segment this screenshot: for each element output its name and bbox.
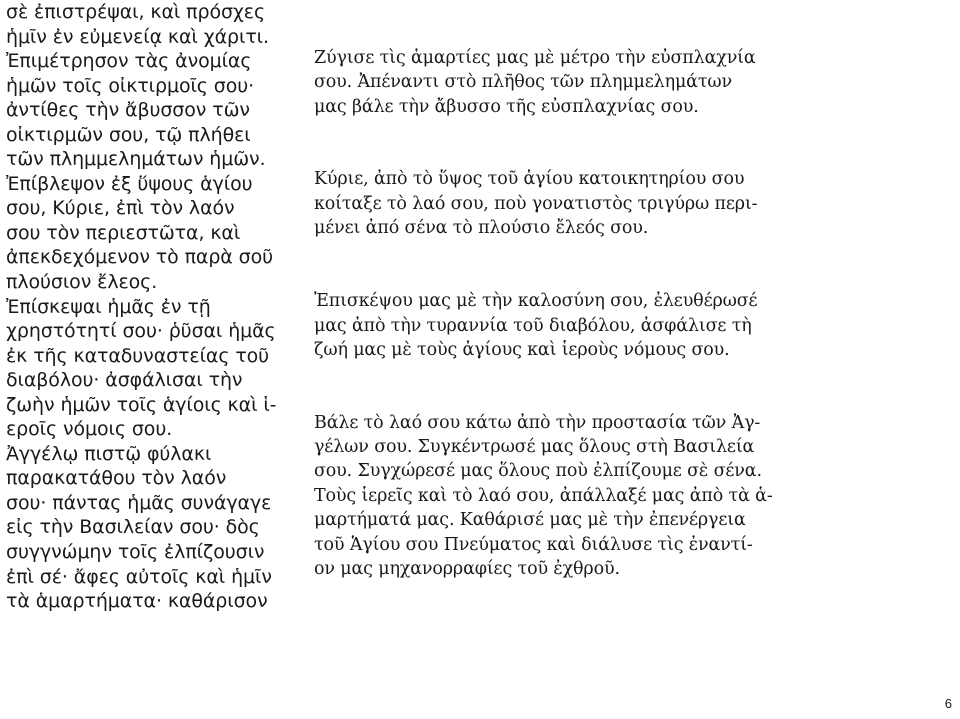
text-line: οἰκτιρμῶν σου, τῷ πλήθει (6, 123, 251, 146)
text-line: ἡμῖν ἐν εὐμενείᾳ καὶ χάριτι. (6, 25, 269, 48)
text-line: ἡμῶν τοῖς οἰκτιρμοῖς σου· (6, 74, 255, 97)
text-line: ἐπὶ σέ· ἄφες αὐτοῖς καὶ ἡμῖν (6, 565, 272, 588)
text-line: Τοὺς ἱερεῖς καὶ τὸ λαό σου, ἀπάλλαξέ μας ἀπὸ τὰ ἁ- (314, 485, 773, 506)
text-line: σου τὸν περιεστῶτα, καὶ (6, 221, 241, 244)
text-line: παρακατάθου τὸν λαόν (6, 467, 227, 490)
text-line: σου. Ἀπέναντι στὸ πλῆθος τῶν πλημμελημάτων (314, 72, 732, 93)
text-line: σου· πάντας ἡμᾶς συνάγαγε (6, 491, 272, 514)
text-line: μένει ἀπό σένα τὸ πλούσιο ἔλεός σου. (314, 218, 649, 239)
text-line: κοίταξε τὸ λαό σου, ποὺ γονατιστὸς τριγύρω περι- (314, 193, 758, 214)
text-line: μαρτήματά μας. Καθάρισέ μας μὲ τὴν ἐπενέργεια (314, 510, 746, 531)
text-line: τὰ ἁμαρτήματα· καθάρισον (6, 590, 268, 613)
text-line: σου. Συγχώρεσέ μας ὅλους ποὺ ἐλπίζουμε σὲ σένα. (314, 461, 762, 482)
text-line: τῶν πλημμελημάτων ἡμῶν. (6, 148, 266, 171)
translation-paragraph (314, 167, 954, 240)
modern-greek-translation-column (314, 46, 954, 582)
text-line: τοῦ Ἁγίου σου Πνεύματος καὶ διάλυσε τὶς ἐναντί- (314, 534, 753, 555)
text-line: χρηστότητί σου· ῥῦσαι ἡμᾶς (6, 320, 276, 343)
translation-paragraph (314, 289, 954, 362)
text-line: σου, Κύριε, ἐπὶ τὸν λαόν (6, 197, 235, 220)
text-line: Βάλε τὸ λαό σου κάτω ἀπὸ τὴν προστασία τῶν Ἀγ- (314, 412, 761, 433)
page-number: 6 (944, 696, 952, 711)
text-line: εἰς τὴν Βασιλείαν σου· δὸς (6, 516, 260, 539)
translation-paragraph (314, 46, 954, 119)
text-line: Ἐπίβλεψον ἐξ ὕψους ἁγίου (6, 172, 253, 195)
text-line: Κύριε, ἀπὸ τὸ ὕψος τοῦ ἁγίου κατοικητηρίου σου (314, 169, 745, 190)
text-line: πλούσιον ἔλεος. (6, 271, 158, 294)
text-line: Ζύγισε τὶς ἁμαρτίες μας μὲ μέτρο τὴν εὐσπλαχνία (314, 48, 756, 68)
text-line: εροῖς νόμοις σου. (6, 418, 173, 441)
text-line: ζωὴν ἡμῶν τοῖς ἁγίοις καὶ ἱ- (6, 393, 277, 416)
text-line: ζωή μας μὲ τοὺς ἁγίους καὶ ἱεροὺς νόμους σου. (314, 340, 730, 361)
text-line: ἀντίθες τὴν ἄβυσσον τῶν (6, 99, 250, 122)
text-line: Ἐπισκέψου μας μὲ τὴν καλοσύνη σου, ἐλευθέρωσέ (314, 291, 758, 312)
translation-paragraph (314, 411, 954, 582)
text-line: ον μας μηχανορραφίες τοῦ ἐχθροῦ. (314, 559, 620, 580)
text-line: συγγνώμην τοῖς ἐλπίζουσιν (6, 541, 265, 564)
text-line: μας ἀπὸ τὴν τυραννία τοῦ διαβόλου, ἀσφάλισε τὴ (314, 315, 752, 336)
text-line: ἀπεκδεχόμενον τὸ παρὰ σοῦ (6, 246, 274, 269)
text-line: σὲ ἐπιστρέψαι, καὶ πρόσχες (6, 1, 266, 23)
text-line: μας βάλε τὴν ἄβυσσο τῆς εὐσπλαχνίας σου. (314, 96, 699, 117)
text-line: Ἐπίσκεψαι ἡμᾶς ἐν τῇ (6, 295, 211, 318)
text-line: γέλων σου. Συγκέντρωσέ μας ὅλους στὴ Βασιλεία (314, 437, 755, 458)
text-line: Ἐπιμέτρησον τὰς ἀνομίας (6, 50, 252, 73)
text-line: Ἀγγέλῳ πιστῷ φύλακι (6, 442, 212, 465)
text-line: διαβόλου· ἀσφάλισαι τὴν (6, 369, 243, 392)
text-line: ἐκ τῆς καταδυναστείας τοῦ (6, 344, 270, 367)
greek-original-column (6, 0, 296, 614)
